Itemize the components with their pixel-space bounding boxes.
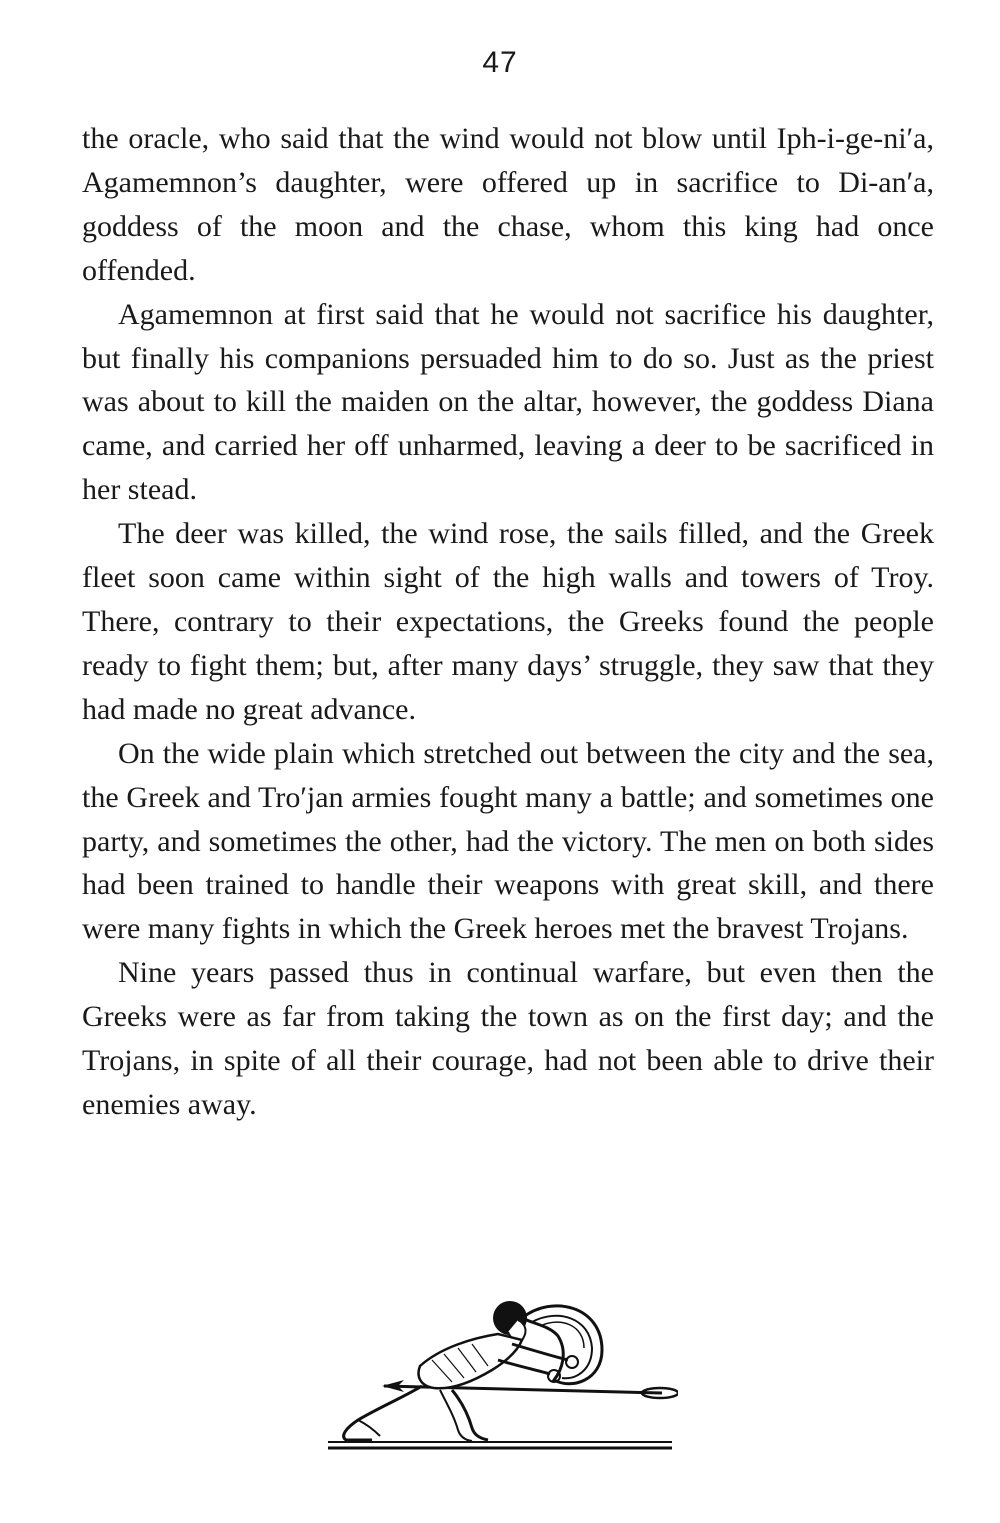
paragraph-4: On the wide plain which stretched out between the city and the sea, the Greek and Tro′jan armies fought many a battle; and sometimes one party, and sometimes the other, had the victory. The men on both sides had been trained to handle their weapons with great skill, and there were many fights in which the Greek heroes met the bravest Trojans.: [82, 736, 934, 946]
greek-warrior-illustration-icon: [322, 1290, 678, 1462]
paragraph-2: Agamemnon at first said that he would not sacrifice his daughter, but finally his companions persuaded him to do so. Just as the priest was about to kill the maiden on the altar, however, the goddess Diana came, and carried her off unharmed, leaving a deer to be sacrificed in her stead.: [82, 297, 934, 507]
paragraph-1: the oracle, who said that the wind would not blow until Iph-i-ge-ni′a, Agamemnon’s daughter, were offered up in sacrifice to Di-an′a, goddess of the moon and the chase, whom this king had once offended.: [82, 122, 934, 287]
paragraph-3: The deer was killed, the wind rose, the sails filled, and the Greek fleet soon came within sight of the high walls and towers of Troy. There, contrary to their expectations, the Greeks found the people ready to fight them; but, after many days’ struggle, they saw that they had made no great advance.: [82, 517, 934, 726]
paragraph-5: Nine years passed thus in continual warfare, but even then the Greeks were as far from taking the town as on the first day; and the Trojans, in spite of all their courage, had not been able to drive their enemies away.: [82, 956, 934, 1121]
page-number: 47: [482, 46, 518, 79]
body-text: [82, 117, 934, 1127]
